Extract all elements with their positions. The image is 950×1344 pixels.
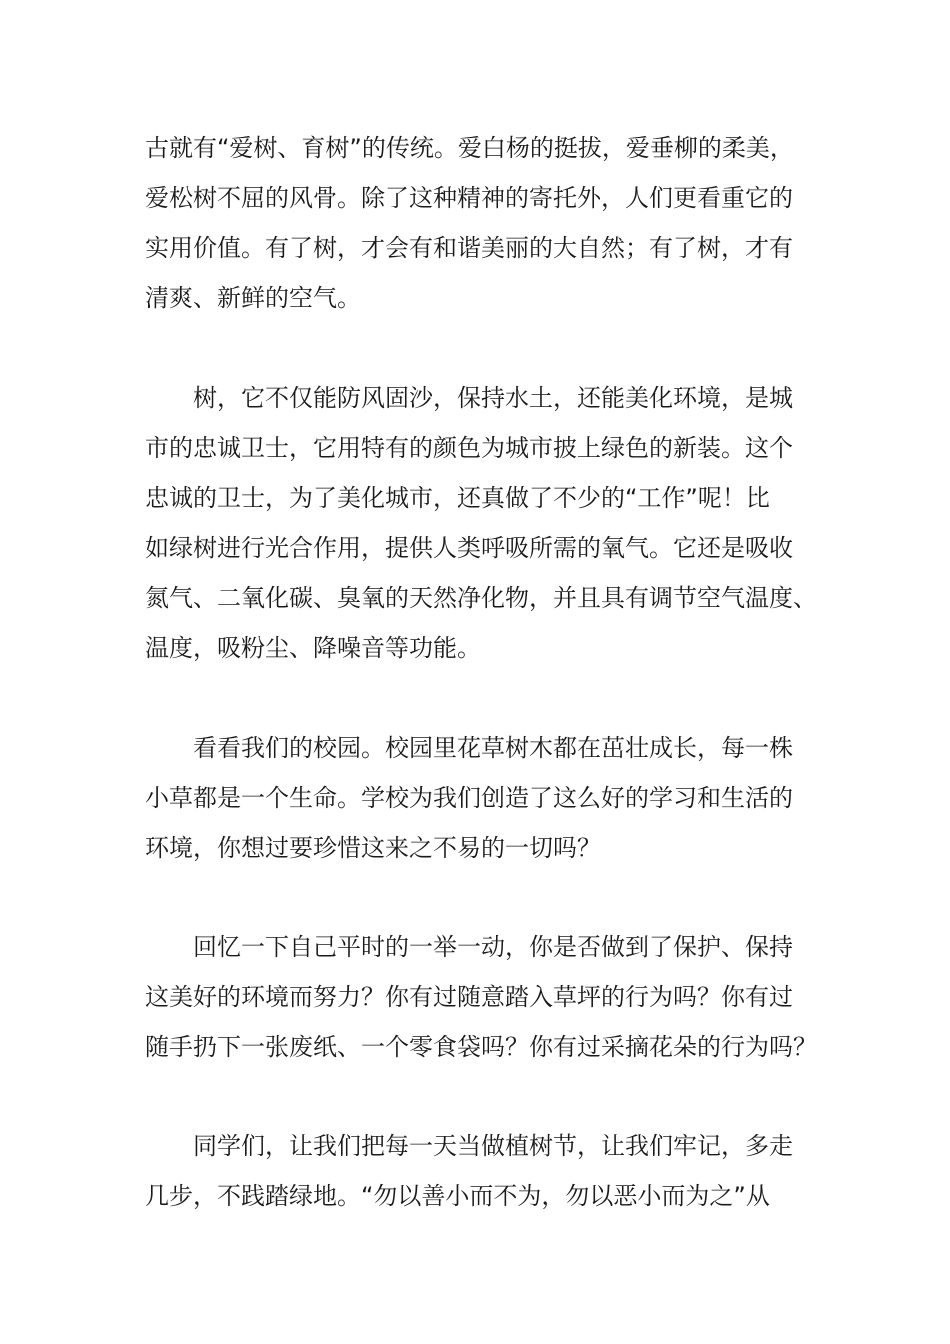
paragraph-5-line-2: 几步，不践踏绿地。“勿以善小而不为，勿以恶小而为之”从 <box>145 1182 770 1210</box>
paragraph-2-line-6: 温度，吸粉尘、降噪音等功能。 <box>145 634 481 662</box>
paragraph-3-line-3: 环境，你想过要珍惜这来之不易的一切吗？ <box>145 834 601 862</box>
paragraph-2-line-5: 氮气、二氧化碳、臭氧的天然净化物，并且具有调节空气温度、 <box>145 584 817 612</box>
paragraph-4-line-2: 这美好的环境而努力？你有过随意踏入草坪的行为吗？你有过 <box>145 983 793 1011</box>
paragraph-1-line-2: 爱松树不屈的风骨。除了这种精神的寄托外，人们更看重它的 <box>145 184 793 212</box>
paragraph-5-line-1: 同学们，让我们把每一天当做植树节，让我们牢记，多走 <box>145 1132 793 1160</box>
paragraph-1-line-1: 古就有“爱树、育树”的传统。爱白杨的挺拔，爱垂柳的柔美， <box>145 134 794 162</box>
paragraph-1-line-4: 清爽、新鲜的空气。 <box>145 284 361 312</box>
paragraph-3-line-1: 看看我们的校园。校园里花草树木都在茁壮成长，每一株 <box>145 734 793 762</box>
paragraph-1-line-3: 实用价值。有了树，才会有和谐美丽的大自然；有了树，才有 <box>145 234 793 262</box>
paragraph-2-line-2: 市的忠诚卫士，它用特有的颜色为城市披上绿色的新装。这个 <box>145 434 793 462</box>
paragraph-2-line-1: 树，它不仅能防风固沙，保持水土，还能美化环境，是城 <box>145 384 793 412</box>
paragraph-2-line-4: 如绿树进行光合作用，提供人类呼吸所需的氧气。它还是吸收 <box>145 534 793 562</box>
paragraph-2-line-3: 忠诚的卫士，为了美化城市，还真做了不少的“工作”呢！比 <box>145 484 770 512</box>
paragraph-4-line-3: 随手扔下一张废纸、一个零食袋吗？你有过采摘花朵的行为吗？ <box>145 1033 817 1061</box>
paragraph-3-line-2: 小草都是一个生命。学校为我们创造了这么好的学习和生活的 <box>145 784 793 812</box>
paragraph-4-line-1: 回忆一下自己平时的一举一动，你是否做到了保护、保持 <box>145 933 793 961</box>
